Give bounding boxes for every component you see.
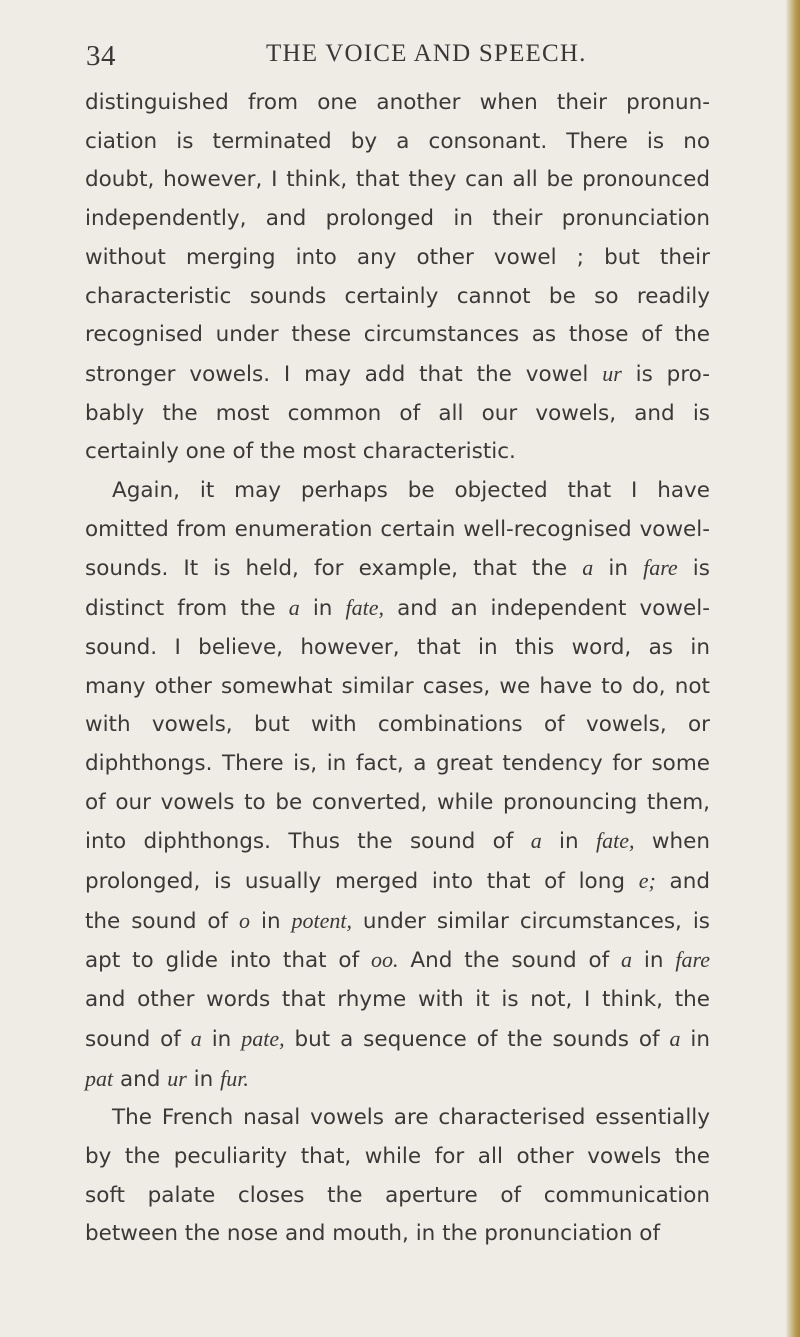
text-line: [85, 822, 710, 862]
text-run: prolonged, is usually merged into that of long: [85, 869, 639, 895]
page-edge: [786, 0, 800, 1337]
italic-term: ur: [602, 360, 622, 386]
text-line: [85, 589, 710, 629]
text-run: between the nose and mouth, in the pronunciation of: [85, 1221, 661, 1247]
text-line: [85, 511, 710, 550]
text-line: [85, 1020, 710, 1060]
text-line: [85, 472, 710, 511]
italic-term: a: [582, 555, 594, 581]
text-run: in: [250, 908, 292, 934]
text-line: [85, 629, 710, 668]
text-line: [85, 123, 710, 162]
text-run: certainly one of the most characteristic.: [85, 439, 516, 465]
text-run: sound. I believe, however, that in this word, as in: [85, 634, 710, 660]
italic-term: a: [288, 595, 300, 621]
text-line: [85, 239, 710, 278]
text-run: Again, it may perhaps be objected that I have: [112, 478, 710, 504]
text-run: diphthongs. There is, in fact, a great tendency for some: [85, 750, 710, 776]
text-run: independently, and prolonged in their pronunciation: [85, 206, 710, 232]
text-run: and: [113, 1066, 168, 1092]
text-line: [85, 1099, 710, 1138]
italic-term: potent,: [291, 907, 352, 933]
text-run: ciation is terminated by a consonant. There is no: [85, 128, 710, 154]
text-run: in: [201, 1026, 242, 1052]
italic-term: ur: [167, 1065, 187, 1091]
text-line: [85, 668, 710, 707]
running-head: THE VOICE AND SPEECH.: [266, 40, 587, 67]
italic-term: o: [239, 907, 251, 933]
italic-term: pat: [85, 1065, 114, 1091]
text-line: [85, 1138, 710, 1177]
text-run: into diphthongs. Thus the sound of: [85, 829, 531, 855]
italic-term: pate,: [241, 1025, 285, 1051]
text-line: [85, 316, 710, 355]
italic-term: fur.: [220, 1065, 249, 1091]
italic-term: a: [190, 1025, 202, 1051]
text-run: the sound of: [85, 908, 240, 934]
text-run: by the peculiarity that, while for all other vowels the: [85, 1143, 710, 1169]
text-run: and: [655, 869, 710, 895]
text-line: [85, 395, 710, 434]
text-line: [85, 745, 710, 784]
text-run: sound of: [85, 1026, 191, 1052]
text-line: [85, 84, 710, 123]
text-run: stronger vowels. I may add that the vowel: [85, 361, 603, 387]
text-run: recognised under these circumstances as those of the: [85, 322, 710, 348]
text-run: is pro-: [621, 361, 710, 387]
italic-term: e;: [638, 868, 656, 894]
text-line: [85, 706, 710, 745]
text-run: is: [677, 556, 710, 582]
text-run: characteristic sounds certainly cannot be so readily: [85, 283, 710, 309]
italic-term: fare: [643, 555, 678, 581]
text-run: omitted from enumeration certain well-recognised vowel-: [85, 516, 710, 542]
text-run: and other words that rhyme with it is not, I think, the: [85, 987, 710, 1013]
text-line: [85, 1060, 710, 1100]
text-run: in: [632, 948, 676, 974]
text-run: in: [186, 1066, 221, 1092]
page-number: 34: [86, 40, 116, 72]
text-run: bably the most common of all our vowels, and is: [85, 400, 710, 426]
italic-term: fate,: [345, 595, 385, 621]
italic-term: oo.: [371, 947, 399, 973]
text-run: but a sequence of the sounds of: [284, 1026, 670, 1052]
italic-term: a: [530, 828, 542, 854]
text-run: sounds. It is held, for example, that the: [85, 556, 583, 582]
italic-term: fate,: [596, 828, 635, 854]
text-run: in: [541, 829, 597, 855]
text-line: [85, 355, 710, 395]
text-run: without merging into any other vowel ; but their: [85, 244, 710, 270]
text-run: many other somewhat similar cases, we have to do, not: [85, 673, 710, 699]
text-line: [85, 862, 710, 902]
text-run: and an independent vowel-: [384, 596, 710, 622]
text-run: distinguished from one another when their pronun-: [85, 90, 710, 115]
text-line: [85, 278, 710, 317]
text-run: apt to glide into that of: [85, 948, 372, 974]
text-run: of our vowels to be converted, while pronouncing them,: [85, 789, 710, 815]
text-run: soft palate closes the aperture of communication: [85, 1182, 710, 1208]
text-run: The French nasal vowels are characterised essentially: [112, 1105, 710, 1131]
text-line: [85, 941, 710, 981]
text-line: [85, 902, 710, 942]
body-text: [85, 84, 710, 1254]
italic-term: fare: [675, 947, 710, 973]
text-run: under similar circumstances, is: [352, 908, 710, 934]
text-line: [85, 433, 710, 472]
text-run: in: [593, 556, 644, 582]
text-run: with vowels, but with combinations of vowels, or: [85, 712, 710, 738]
text-run: distinct from the: [85, 596, 289, 622]
italic-term: a: [621, 947, 633, 973]
italic-term: a: [669, 1025, 681, 1051]
text-line: [85, 784, 710, 823]
text-run: And the sound of: [398, 948, 622, 974]
text-line: [85, 1177, 710, 1216]
text-run: in: [299, 596, 346, 622]
text-line: [85, 200, 710, 239]
text-line: [85, 161, 710, 200]
page-header: [0, 34, 786, 74]
text-run: doubt, however, I think, that they can all be pronounced: [85, 167, 710, 193]
text-line: [85, 549, 710, 589]
text-line: [85, 981, 710, 1020]
text-line: [85, 1215, 710, 1254]
text-run: when: [634, 829, 710, 855]
text-run: in: [680, 1026, 710, 1052]
